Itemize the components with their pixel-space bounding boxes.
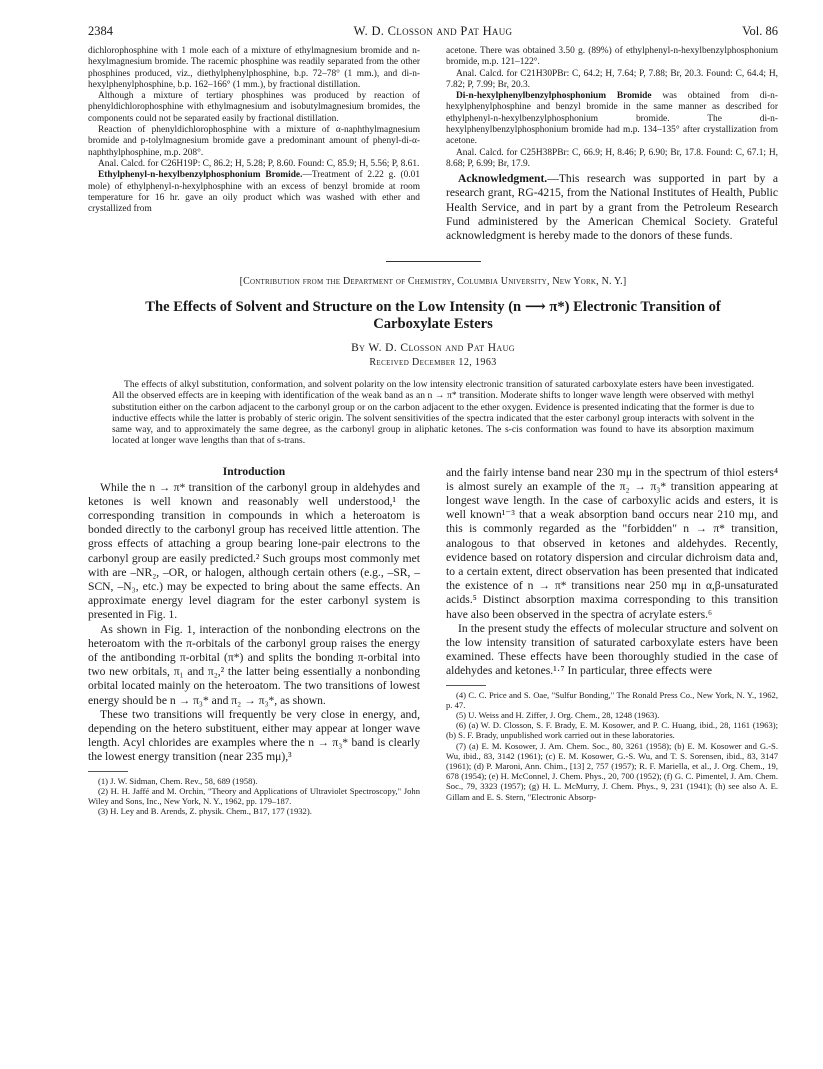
footnotes — [88, 771, 420, 817]
volume-label: Vol. 86 — [742, 24, 778, 38]
body-paragraph: In the present study the effects of molecular structure and solvent on the low intensity transition of saturated carboxylate esters have been examined. These effects have been thoroughly studied in the case of aldehydes and ketones.¹·⁷ In particular, three effects were — [446, 621, 778, 678]
acknowledgment-text: —This research was supported in part by a research grant, RG-4215, from the National Institutes of Health, Public Health Service, and in part by a grant from the Petroleum Research Fund administered by the American Chemical Society. Grateful acknowledgment is hereby made to the donors of these funds. — [446, 172, 778, 243]
experimental-heading: Ethylphenyl-n-hexylbenzylphosphonium Bromide. — [98, 170, 303, 181]
paragraph — [88, 170, 420, 215]
experimental-heading: Di-n-hexylphenylbenzylphosphonium Bromide — [456, 91, 652, 102]
abstract: The effects of alkyl substitution, conformation, and solvent polarity on the low intensity electronic transition of saturated carboxylate esters have been investigated. All the observed effects are in keeping with identification of the weak band as an n → π* transition. Moderate shifts to longer wave length were observed with methyl substitution either on the carbon adjacent to the carbonyl group or on the carbon adjacent to the ether oxygen. Evidence is presented indicating that the former is due to inductive effects while the latter is probably of steric origin. The solvent sensitivities of the spectra indicated that the ester carbonyl group interacts with solvent in the same way, and to approximately the same degree, as the carbonyl group in aliphatic ketones. The s-cis conformation was found to have its absorption maximum located at longer wave lengths than that of s-trans. — [112, 379, 754, 447]
paragraph: acetone. There was obtained 3.50 g. (89%) of ethylphenyl-n-hexylbenzylphosphonium bromide, m.p. 121–122°. — [446, 46, 778, 68]
footnote-rule — [88, 771, 128, 772]
prev-article-right-column — [446, 46, 778, 243]
footnote: (2) H. H. Jaffé and M. Orchin, "Theory and Applications of Ultraviolet Spectroscopy," John Wiley and Sons, Inc., New York, N. Y., 1962, pp. 179–187. — [88, 785, 420, 806]
footnote: (4) C. C. Price and S. Oae, "Sulfur Bonding," The Ronald Press Co., New York, N. Y., 1962, p. 47. — [446, 689, 778, 710]
running-title: W. D. Closson and Pat Haug — [353, 24, 513, 38]
body-right-column — [446, 466, 778, 817]
footnotes — [446, 685, 778, 802]
prev-article-left-column — [88, 46, 420, 243]
body-left-column — [88, 466, 420, 817]
paragraph: dichlorophosphine with 1 mole each of a mixture of ethylmagnesium bromide and n-hexylmagnesium bromide. The racemic phosphine was readily separated from the other phosphines produced, viz., diethylphenylphosphine, b.p. 72–78° (1 mm.), and di-n-hexylphenylphosphine, b.p. 162–166° (1 mm.), by fractional distillation. — [88, 46, 420, 90]
article-title: The Effects of Solvent and Structure on the Low Intensity (n ⟶ π*) Electronic Transition of Carboxylate Esters — [145, 299, 721, 333]
experimental-text: was obtained from di-n-hexylphenylphosphine and benzyl bromide in the same manner as described for ethylphenyl-n-hexylbenzylphosphonium bromide. The di-n-hexylphenylbenzylphosphonium bromide had m.p. 134–135° after crystallization from acetone. — [446, 91, 778, 147]
body-paragraph: While the n → π* transition of the carbonyl group in aldehydes and ketones is well known and reasonably well understood,¹ the corresponding transition in compounds in which a heteroatom is bonded directly to the carbonyl group has received little attention. The gross effects of attaching a group bearing lone-pair electrons to the carbonyl group are easily predicted.² Such groups most commonly met with are –NR₂, –OR, or halogen, although certain others (e.g., –SR, –SCN, –N₃, etc.) may be expected to bring about the same effects. An approximate energy level diagram for the ester carbonyl system is presented in Fig. 1. — [88, 480, 420, 622]
body-paragraph: As shown in Fig. 1, interaction of the nonbonding electrons on the heteroatom with the π-orbitals of the carbonyl group raises the energy of the antibonding π-orbital (π*) and splits the bonding π-orbital into two new orbitals, π₁ and π₂,² the latter being essentially a nonbonding orbital located mainly on the heteroatom. The two transitions of lowest energy should be n → π₃* and π₂ → π₃*, as shown. — [88, 622, 420, 707]
paragraph: Although a mixture of tertiary phosphines was produced by reaction of phenyldichlorophosphine with ethylmagnesium and isobutylmagnesium bromides, the components could not be separated easily by fractional distillation. — [88, 91, 420, 124]
experimental-text: —Treatment of 2.22 g. (0.01 mole) of ethylphenyl-n-hexylphosphine with an excess of benzyl bromide at room temperature for 16 hr. gave an oily product which was washed with ether and crystallized from — [88, 170, 421, 215]
paragraph: Reaction of phenyldichlorophosphine with a mixture of α-naphthylmagnesium bromide and p-tolylmagnesium bromide gave a predominant amount of phenyl-di-α-naphthylphosphine, m.p. 208°. — [88, 125, 420, 158]
article-body — [88, 466, 778, 817]
footnote-rule — [446, 685, 486, 686]
footnote: (7) (a) E. M. Kosower, J. Am. Chem. Soc., 80, 3261 (1958); (b) E. M. Kosower and G.-S. Wu, ibid., 83, 3142 (1961); (c) E. M. Kosower, G.-S. Wu, and T. S. Sorensen, ibid., 83, 3147 (1961); (d) P. Maroni, Ann. Chim., [13] 2, 757 (1957); R. F. Mariella, et al., J. Org. Chem., 19, 678 (1954); (e) H. McConnel, J. Chem. Phys., 20, 700 (1952); (f) G. C. Pimentel, J. Am. Chem. Soc., 79, 3323 (1957); (g) H. L. McMurry, J. Chem. Phys., 9, 231 (1941); (h) see also A. E. Gillam and E. S. Stern, "Electronic Absorp- — [446, 740, 778, 802]
byline: By W. D. Closson and Pat Haug — [351, 342, 515, 355]
journal-page — [88, 24, 778, 816]
body-paragraph: These two transitions will frequently be very close in energy, and, depending on the hetero substituent, either may appear at longer wave length. Acyl chlorides are examples where the n → π₃* band is clearly the lowest energy transition (near 235 mμ),³ — [88, 707, 420, 764]
running-header — [88, 24, 778, 46]
footnote: (5) U. Weiss and H. Ziffer, J. Org. Chem., 28, 1248 (1963). — [456, 709, 660, 720]
acknowledgment — [446, 172, 778, 243]
previous-article-end — [88, 46, 778, 243]
analysis-paragraph: Anal. Calcd. for C25H38PBr: C, 66.9; H, 8.46; P, 6.90; Br, 17.8. Found: C, 67.1; H, 8.68; P, 6.99; Br, 17.9. — [446, 147, 778, 169]
analysis-paragraph: Anal. Calcd. for C26H19P: C, 86.2; H, 5.28; P, 8.60. Found: C, 85.9; H, 5.56; P, 8.61. — [98, 158, 420, 169]
received-date: Received December 12, 1963 — [369, 357, 497, 369]
paragraph — [446, 91, 778, 147]
contribution-line: [Contribution from the Department of Chemistry, Columbia University, New York, N. Y.] — [239, 276, 627, 288]
footnote: (1) J. W. Sidman, Chem. Rev., 58, 689 (1958). — [98, 775, 258, 786]
footnote: (3) H. Ley and B. Arends, Z. physik. Chem., B17, 177 (1932). — [98, 806, 312, 817]
body-paragraph: and the fairly intense band near 230 mμ in the spectrum of thiol esters⁴ is almost surely an example of the π₂ → π₃* transition appearing at longest wave length. In the case of carboxylic acids and esters, it is well known¹⁻³ that a weak absorption band occurs near 210 mμ, and this is commonly regarded as the "forbidden" n → π* transition, analogous to that observed in ketones and aldehydes. Recently, evidence based on rotatory dispersion and circular dichroism data and, to a certain extent, direct observation has been presented that indicated the existence of n → π* transitions near 250 mμ in α,β-unsaturated acids.⁵ Distinct absorption maxima corresponding to this transition have also been observed in the spectra of acrylate esters.⁶ — [446, 465, 778, 621]
section-heading-introduction: Introduction — [222, 465, 286, 478]
analysis-paragraph: Anal. Calcd. for C21H30PBr: C, 64.2; H, 7.64; P, 7.88; Br, 20.3. Found: C, 64.4; H, 7.82; P, 7.99; Br, 20.3. — [446, 68, 778, 90]
page-number: 2384 — [88, 24, 113, 38]
section-divider — [386, 261, 481, 262]
acknowledgment-heading: Acknowledgment. — [458, 172, 548, 186]
footnote: (6) (a) W. D. Closson, S. F. Brady, E. M. Kosower, and P. C. Huang, ibid., 28, 1161 (1963); (b) S. F. Brady, unpublished work carried out in these laboratories. — [446, 720, 778, 741]
